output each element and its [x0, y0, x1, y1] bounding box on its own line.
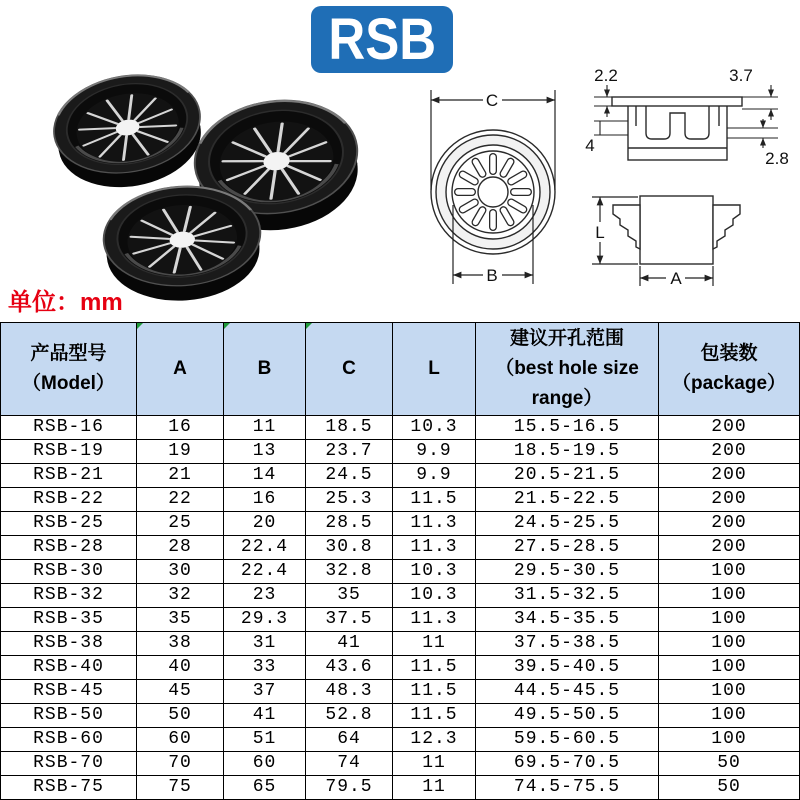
- cell-model: RSB-30: [1, 560, 137, 584]
- cell-indicator: [137, 323, 143, 329]
- cell-c: 37.5: [306, 608, 393, 632]
- cell-package: 100: [659, 632, 800, 656]
- cell-a: 32: [137, 584, 224, 608]
- cell-b: 33: [224, 656, 306, 680]
- cell-model: RSB-32: [1, 584, 137, 608]
- table-row: [1, 776, 800, 800]
- dim-label-b: B: [486, 266, 498, 285]
- table-row: [1, 752, 800, 776]
- cell-package: 200: [659, 536, 800, 560]
- cell-hole-range: 69.5-70.5: [476, 752, 659, 776]
- cell-hole-range: 27.5-28.5: [476, 536, 659, 560]
- cell-model: RSB-21: [1, 464, 137, 488]
- header-package: [659, 323, 800, 416]
- cell-c: 79.5: [306, 776, 393, 800]
- table-row: [1, 728, 800, 752]
- cell-b: 60: [224, 752, 306, 776]
- cell-a: 22: [137, 488, 224, 512]
- cell-a: 16: [137, 416, 224, 440]
- cell-c: 25.3: [306, 488, 393, 512]
- cell-l: 11.5: [393, 704, 476, 728]
- cell-package: 50: [659, 752, 800, 776]
- cell-l: 11.5: [393, 656, 476, 680]
- table-row: [1, 512, 800, 536]
- header-hole-range-line: （best hole size: [495, 358, 639, 379]
- product-photo: [46, 64, 367, 306]
- table-body: [1, 416, 800, 800]
- cell-hole-range: 44.5-45.5: [476, 680, 659, 704]
- cell-b: 29.3: [224, 608, 306, 632]
- header-b: [224, 323, 306, 416]
- cell-package: 50: [659, 776, 800, 800]
- cell-package: 100: [659, 728, 800, 752]
- cell-package: 100: [659, 680, 800, 704]
- cell-l: 11.3: [393, 608, 476, 632]
- cell-hole-range: 37.5-38.5: [476, 632, 659, 656]
- cell-model: RSB-38: [1, 632, 137, 656]
- cell-c: 35: [306, 584, 393, 608]
- cell-c: 64: [306, 728, 393, 752]
- cell-c: 43.6: [306, 656, 393, 680]
- cell-a: 75: [137, 776, 224, 800]
- cell-model: RSB-50: [1, 704, 137, 728]
- spec-table: [0, 322, 800, 800]
- dim-label-l: L: [595, 223, 605, 242]
- cell-package: 100: [659, 560, 800, 584]
- cell-b: 51: [224, 728, 306, 752]
- cell-b: 22.4: [224, 536, 306, 560]
- cell-hole-range: 20.5-21.5: [476, 464, 659, 488]
- cell-l: 9.9: [393, 440, 476, 464]
- cell-model: RSB-22: [1, 488, 137, 512]
- cell-b: 37: [224, 680, 306, 704]
- cell-a: 70: [137, 752, 224, 776]
- cell-package: 200: [659, 488, 800, 512]
- dim-label-c: C: [485, 91, 499, 110]
- cell-a: 19: [137, 440, 224, 464]
- cell-model: RSB-60: [1, 728, 137, 752]
- technical-drawing: [431, 66, 789, 288]
- header-hole-range-line: range）: [531, 388, 603, 409]
- cell-hole-range: 21.5-22.5: [476, 488, 659, 512]
- cell-indicator: [224, 323, 230, 329]
- cell-model: RSB-19: [1, 440, 137, 464]
- side-view-top: [612, 97, 742, 160]
- cell-c: 32.8: [306, 560, 393, 584]
- header-package-line: （package）: [671, 373, 787, 394]
- series-badge-text: RSB: [328, 6, 436, 72]
- cell-b: 14: [224, 464, 306, 488]
- cell-package: 200: [659, 464, 800, 488]
- header-hole-range-line: 建议开孔范围: [509, 328, 624, 349]
- header-model: [1, 323, 137, 416]
- cell-package: 100: [659, 704, 800, 728]
- cell-c: 74: [306, 752, 393, 776]
- cell-a: 25: [137, 512, 224, 536]
- cell-package: 100: [659, 608, 800, 632]
- table-row: [1, 608, 800, 632]
- cell-a: 50: [137, 704, 224, 728]
- cell-b: 23: [224, 584, 306, 608]
- header-c: [306, 323, 393, 416]
- cell-l: 11: [393, 632, 476, 656]
- table-row: [1, 440, 800, 464]
- cell-l: 11.5: [393, 680, 476, 704]
- cell-b: 16: [224, 488, 306, 512]
- cell-b: 20: [224, 512, 306, 536]
- grommet-image: [100, 181, 264, 306]
- cell-a: 21: [137, 464, 224, 488]
- header-c-label: C: [342, 358, 356, 379]
- table-row: [1, 704, 800, 728]
- cell-b: 22.4: [224, 560, 306, 584]
- cell-l: 11: [393, 752, 476, 776]
- header-model-line: （Model）: [22, 373, 115, 394]
- cell-a: 40: [137, 656, 224, 680]
- cell-b: 41: [224, 704, 306, 728]
- cell-a: 38: [137, 632, 224, 656]
- cell-l: 10.3: [393, 584, 476, 608]
- table-row: [1, 680, 800, 704]
- cell-hole-range: 34.5-35.5: [476, 608, 659, 632]
- cell-a: 45: [137, 680, 224, 704]
- cell-model: RSB-16: [1, 416, 137, 440]
- header-package-line: 包装数: [700, 343, 758, 364]
- cell-hole-range: 59.5-60.5: [476, 728, 659, 752]
- cell-hole-range: 18.5-19.5: [476, 440, 659, 464]
- front-view: [431, 130, 555, 254]
- table-row: [1, 416, 800, 440]
- cell-package: 100: [659, 656, 800, 680]
- cell-b: 13: [224, 440, 306, 464]
- header-a-label: A: [173, 358, 187, 379]
- cell-indicator: [306, 323, 312, 329]
- dim-label-4: 4: [585, 136, 595, 155]
- cell-package: 200: [659, 416, 800, 440]
- cell-a: 28: [137, 536, 224, 560]
- cell-hole-range: 29.5-30.5: [476, 560, 659, 584]
- cell-model: RSB-70: [1, 752, 137, 776]
- cell-b: 11: [224, 416, 306, 440]
- cell-c: 23.7: [306, 440, 393, 464]
- cell-l: 11.3: [393, 536, 476, 560]
- cell-c: 41: [306, 632, 393, 656]
- cell-hole-range: 31.5-32.5: [476, 584, 659, 608]
- cell-b: 31: [224, 632, 306, 656]
- dim-label-2-2: 2.2: [594, 66, 618, 85]
- header-l-label: L: [428, 358, 440, 379]
- dim-label-3-7: 3.7: [729, 66, 753, 85]
- cell-hole-range: 74.5-75.5: [476, 776, 659, 800]
- cell-c: 18.5: [306, 416, 393, 440]
- cell-package: 200: [659, 512, 800, 536]
- table-row: [1, 656, 800, 680]
- header-hole-range: [476, 323, 659, 416]
- cell-a: 60: [137, 728, 224, 752]
- cell-package: 200: [659, 440, 800, 464]
- unit-label: 单位：mm: [8, 289, 123, 316]
- cell-b: 65: [224, 776, 306, 800]
- cell-model: RSB-45: [1, 680, 137, 704]
- header-a: [137, 323, 224, 416]
- cell-l: 11.5: [393, 488, 476, 512]
- header-model-line: 产品型号: [30, 343, 107, 364]
- cell-hole-range: 39.5-40.5: [476, 656, 659, 680]
- cell-c: 24.5: [306, 464, 393, 488]
- table-row: [1, 536, 800, 560]
- cell-hole-range: 49.5-50.5: [476, 704, 659, 728]
- grommet-image: [46, 64, 210, 198]
- cell-model: RSB-75: [1, 776, 137, 800]
- cell-model: RSB-28: [1, 536, 137, 560]
- cell-l: 10.3: [393, 416, 476, 440]
- cell-a: 35: [137, 608, 224, 632]
- cell-hole-range: 15.5-16.5: [476, 416, 659, 440]
- table-header-row: [1, 323, 800, 416]
- dim-label-2-8: 2.8: [765, 149, 789, 168]
- header-l: [393, 323, 476, 416]
- cell-model: RSB-35: [1, 608, 137, 632]
- table-row: [1, 488, 800, 512]
- table-row: [1, 464, 800, 488]
- cell-l: 10.3: [393, 560, 476, 584]
- cell-l: 12.3: [393, 728, 476, 752]
- table-row: [1, 560, 800, 584]
- side-view-bottom: [613, 196, 740, 264]
- table-row: [1, 632, 800, 656]
- cell-model: RSB-25: [1, 512, 137, 536]
- cell-c: 52.8: [306, 704, 393, 728]
- cell-package: 100: [659, 584, 800, 608]
- cell-l: 11.3: [393, 512, 476, 536]
- cell-model: RSB-40: [1, 656, 137, 680]
- dim-label-a: A: [670, 269, 682, 288]
- header-b-label: B: [257, 358, 272, 379]
- cell-a: 30: [137, 560, 224, 584]
- cell-c: 28.5: [306, 512, 393, 536]
- cell-l: 9.9: [393, 464, 476, 488]
- series-badge: [311, 6, 453, 73]
- cell-c: 48.3: [306, 680, 393, 704]
- cell-hole-range: 24.5-25.5: [476, 512, 659, 536]
- table-row: [1, 584, 800, 608]
- cell-c: 30.8: [306, 536, 393, 560]
- cell-l: 11: [393, 776, 476, 800]
